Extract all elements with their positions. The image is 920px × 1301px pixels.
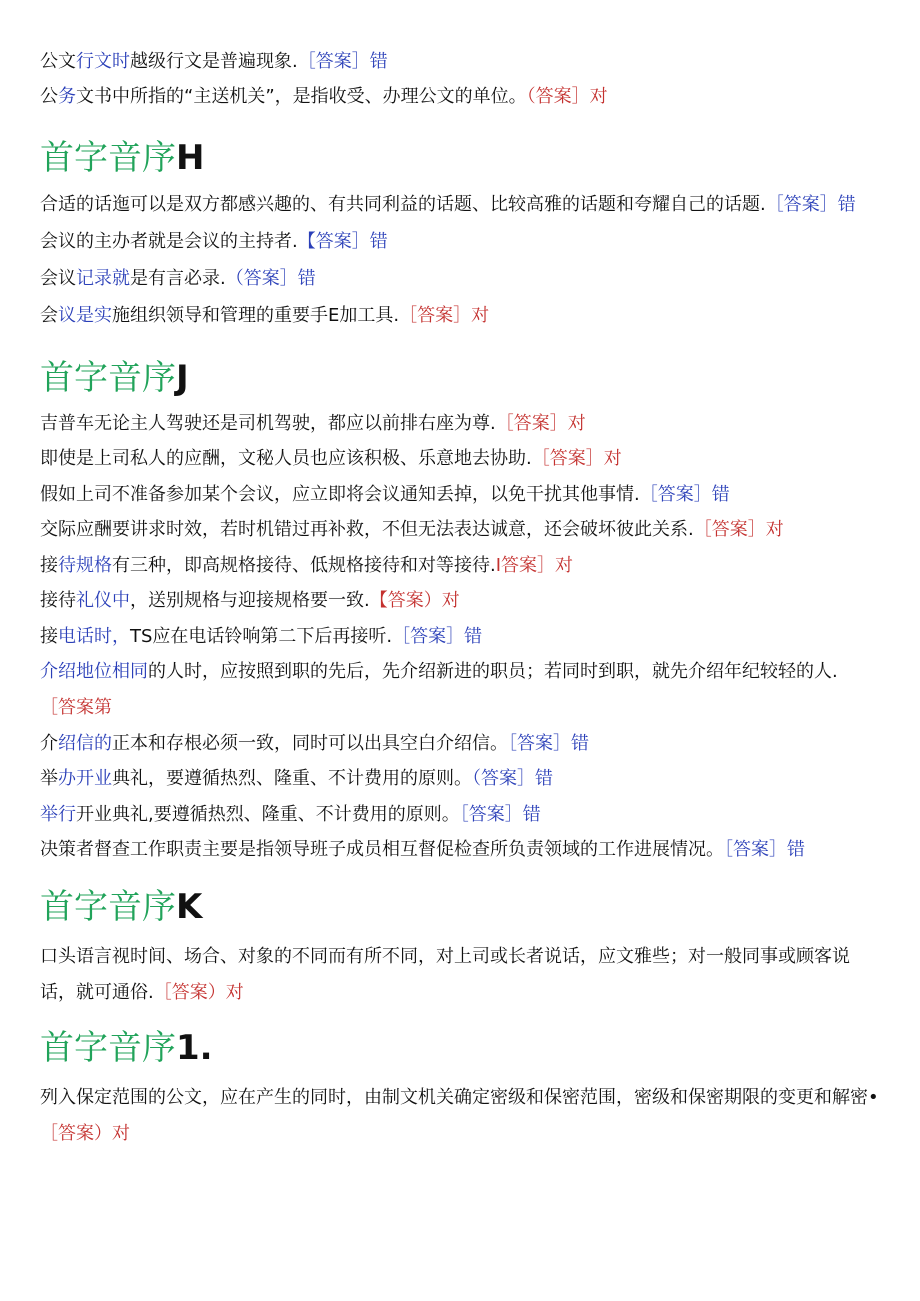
question-text: 接: [40, 626, 58, 647]
section-heading-letter: 1.: [176, 1028, 213, 1068]
question-text: 即使是上司私人的应酬，文秘人员也应该积极、乐意地去协助.: [40, 448, 532, 469]
section-heading-h: [40, 137, 204, 179]
question-keyword: 务: [58, 86, 76, 107]
answer-verdict: 对: [225, 982, 244, 1003]
answer-label: ［答案］: [765, 194, 838, 215]
question-item: [40, 298, 885, 334]
question-text-rest: 越级行文是普遍现象.: [130, 51, 298, 72]
section-heading-text: 首字音序: [40, 1028, 176, 1068]
question-item: [40, 654, 885, 726]
answer-label: ［答案］: [399, 305, 472, 326]
question-item: [40, 441, 885, 477]
answer-verdict: 错: [369, 51, 388, 72]
answer-label: ［答案］: [693, 519, 766, 540]
question-text: 假如上司不准备参加某个会议，应立即将会议通知丢掉，以免干扰其他事情.: [40, 484, 640, 505]
question-keyword: 礼仪中: [76, 590, 130, 611]
question-text-rest: 是有言必录.: [130, 268, 226, 289]
question-keyword: 办开业: [58, 768, 112, 789]
question-keyword: 介绍地位相同: [40, 661, 148, 682]
question-keyword: 绍信的: [58, 733, 112, 754]
question-item: [40, 619, 885, 655]
question-text-rest: 施组织领导和管理的重要手E加工具.: [112, 305, 400, 326]
question-text-rest: 开业典礼,要遵循热烈、隆重、不计费用的原则。: [76, 804, 460, 825]
answer-verdict: 错: [522, 804, 541, 825]
question-text-rest: TS应在电话铃响第二下后再接听.: [130, 626, 393, 647]
question-keyword: 议是实: [58, 305, 112, 326]
question-item: [40, 406, 885, 442]
section-heading-text: 首字音序: [40, 358, 176, 398]
answer-verdict: 对: [589, 86, 608, 107]
answer-label: （答案］: [472, 768, 535, 789]
question-text: 公文: [40, 51, 76, 72]
question-item: [40, 477, 885, 513]
question-text-rest: 正本和存根必须一致，同时可以出具空白介绍信。: [112, 733, 508, 754]
answer-label: ［答案］: [297, 51, 370, 72]
section-heading-letter: H: [176, 138, 205, 178]
answer-verdict: 对: [603, 448, 622, 469]
answer-verdict: 对: [765, 519, 784, 540]
answer-verdict: 对: [441, 590, 460, 611]
question-item: [40, 261, 885, 297]
answer-verdict: 错: [787, 839, 805, 860]
answer-label: （答案］: [526, 86, 590, 107]
question-text-rest: ，送别规格与迎接规格要一致.: [130, 590, 370, 611]
answer-verdict: 错: [369, 231, 388, 252]
question-text: 交际应酬要讲求时效，若时机错过再补救，不但无法表达诚意，还会破坏彼此关系.: [40, 519, 694, 540]
question-text: 吉普车无论主人驾驶还是司机驾驶，都应以前排右座为尊.: [40, 413, 496, 434]
answer-verdict: 错: [711, 484, 730, 505]
question-keyword: 举行: [40, 804, 76, 825]
answer-verdict: 错: [297, 268, 316, 289]
question-text: 会: [40, 305, 58, 326]
question-text-rest: 文书中所指的“主送机关”，是指收受、办理公文的单位。: [76, 86, 527, 107]
answer-label: 【答案）: [369, 590, 442, 611]
question-text: 列入保定范围的公文，应在产生的同时，由制文机关确定密级和保密范围，密级和保密期限的变更和解密•: [40, 1087, 879, 1108]
answer-label: ［答案）: [153, 982, 226, 1003]
answer-label: ［答案］: [531, 448, 604, 469]
question-text: 合适的话迤可以是双方都感兴趣的、有共同利益的话题、比较高雅的话题和夸耀自己的话题.: [40, 194, 766, 215]
question-text: 接待: [40, 590, 76, 611]
question-keyword: 待规格: [58, 555, 112, 576]
question-item: [40, 797, 885, 833]
question-item: [40, 548, 885, 584]
question-text: 公: [40, 86, 58, 107]
answer-verdict: 错: [837, 194, 856, 215]
question-text: 会议的主办者就是会议的主持者.: [40, 231, 298, 252]
answer-label: （答案］: [225, 268, 298, 289]
question-text-rest: 的人时，应按照到职的先后，先介绍新进的职员；若同时到职，就先介绍年纪较轻的人.: [148, 661, 838, 682]
answer-label: ［答案］: [392, 626, 465, 647]
question-text: 会议: [40, 268, 76, 289]
question-item: [40, 1080, 885, 1152]
question-keyword: 行文时: [76, 51, 130, 72]
answer-label: ［答案］: [459, 804, 523, 825]
section-heading-l: [40, 1027, 213, 1069]
answer-label: ［答案］: [639, 484, 712, 505]
question-item: [40, 761, 885, 797]
question-text: 口头语言视时间、场合、对象的不同而有所不同，对上司或长者说话，应文雅些；对一般同事或顾客说话，就可通俗.: [40, 946, 850, 1003]
answer-verdict: 错: [464, 626, 483, 647]
answer-verdict: 对: [555, 555, 574, 576]
question-text: 举: [40, 768, 58, 789]
question-item: [40, 726, 885, 762]
answer-label: ［答案］: [724, 839, 787, 860]
section-heading-k: [40, 886, 202, 928]
section-heading-letter: J: [176, 358, 189, 398]
answer-label: I答案］: [495, 555, 556, 576]
answer-label: ［答案］: [495, 413, 568, 434]
question-item: [40, 224, 885, 260]
question-item: [40, 939, 885, 1011]
question-item: [40, 44, 885, 80]
question-text: 接: [40, 555, 58, 576]
answer-label: ［答案第: [40, 697, 112, 718]
answer-label: 【答案］: [297, 231, 370, 252]
section-heading-text: 首字音序: [40, 887, 176, 927]
section-heading-letter: K: [176, 887, 203, 927]
answer-verdict: 对: [567, 413, 586, 434]
question-text: 介: [40, 733, 58, 754]
question-keyword: 记录就: [76, 268, 130, 289]
answer-verdict: 对: [471, 305, 490, 326]
question-item: [40, 832, 885, 868]
question-text-rest: 典礼，要遵循热烈、隆重、不计费用的原则。: [112, 768, 472, 789]
answer-verdict: 错: [535, 768, 553, 789]
section-heading-text: 首字音序: [40, 138, 176, 178]
answer-verdict: 对: [112, 1123, 130, 1144]
question-text: 决策者督查工作职责主要是指领导班子成员相互督促检查所负责领域的工作进展情况。: [40, 839, 724, 860]
question-item: [40, 512, 885, 548]
question-item: [40, 187, 885, 223]
question-item: [40, 583, 885, 619]
question-item: [40, 79, 885, 115]
section-heading-j: [40, 357, 189, 399]
question-keyword: 电话时，: [58, 626, 130, 647]
question-text-rest: 有三种，即高规格接待、低规格接待和对等接待.: [112, 555, 496, 576]
answer-verdict: 错: [571, 733, 589, 754]
answer-label: ［答案）: [40, 1123, 112, 1144]
answer-label: ［答案］: [508, 733, 571, 754]
